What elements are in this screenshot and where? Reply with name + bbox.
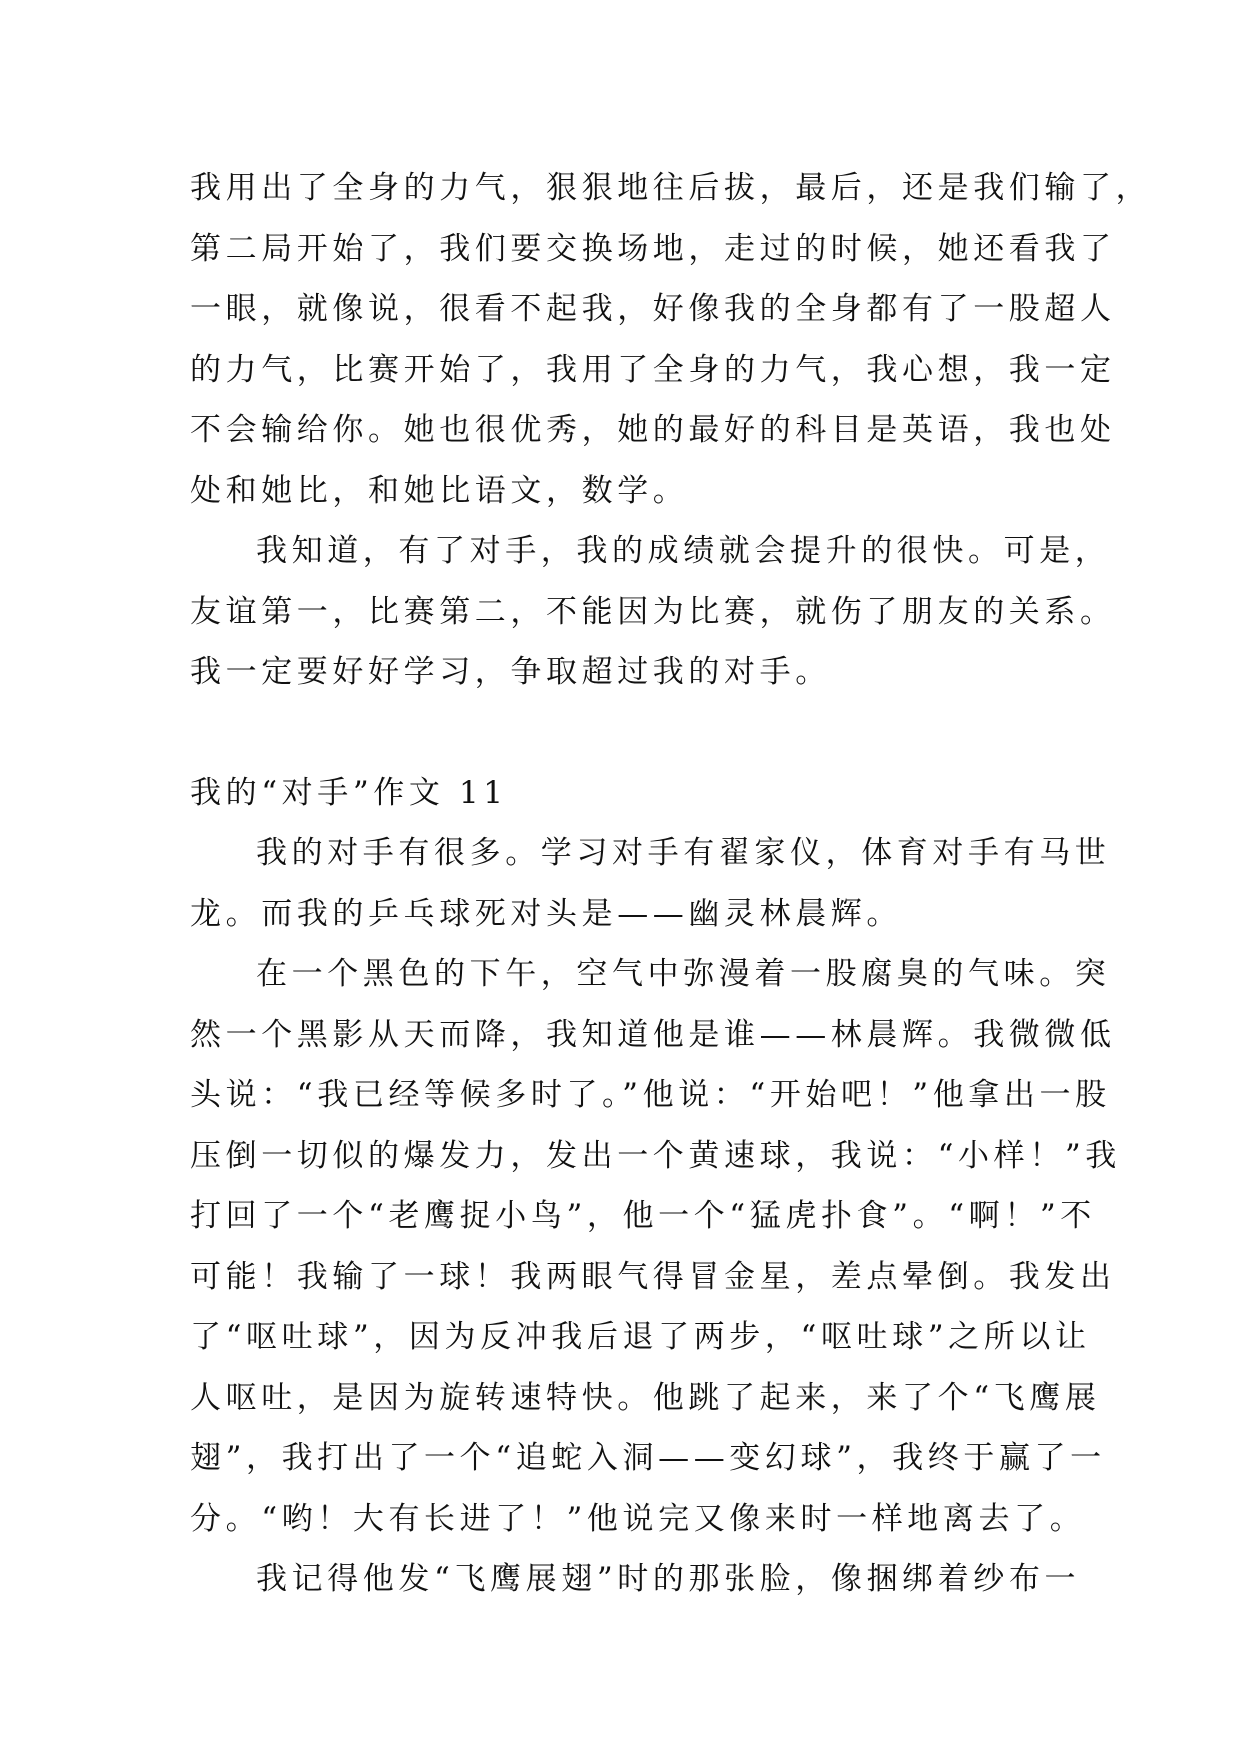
section-heading: 我的“对手”作文 11 xyxy=(190,774,508,811)
text-line: 然一个黑影从天而降，我知道他是谁——林晨辉。我微微低 xyxy=(190,1016,1116,1053)
text-line: 一眼，就像说，很看不起我，好像我的全身都有了一股超人 xyxy=(190,291,1116,327)
text-line: 我的对手有很多。学习对手有翟家仪，体育对手有马世 xyxy=(256,835,1111,871)
text-line: 打回了一个“老鹰捉小鸟”，他一个“猛虎扑食”。“啊！”不 xyxy=(190,1198,1096,1234)
text-line: 翅”，我打出了一个“追蛇入洞——变幻球”，我终于赢了一 xyxy=(190,1440,1106,1476)
text-line: 在一个黑色的下午，空气中弥漫着一股腐臭的气味。突 xyxy=(256,956,1111,992)
text-line: 不会输给你。她也很优秀，她的最好的科目是英语，我也处 xyxy=(190,412,1116,448)
text-line: 我记得他发“飞鹰展翅”时的那张脸，像捆绑着纱布一 xyxy=(256,1561,1081,1597)
paragraph-5 xyxy=(190,1549,1081,1610)
paragraph-4 xyxy=(190,944,1121,1549)
text-line: 可能！我输了一球！我两眼气得冒金星，差点晕倒。我发出 xyxy=(190,1258,1116,1295)
section-spacer xyxy=(190,703,1060,763)
text-line: 的力气，比赛开始了，我用了全身的力气，我心想，我一定 xyxy=(190,351,1116,388)
text-line: 友谊第一，比赛第二，不能因为比赛，就伤了朋友的关系。 xyxy=(190,593,1116,630)
text-line: 我用出了全身的力气，狠狠地往后拔，最后，还是我们输了， xyxy=(190,170,1152,206)
text-line: 了“呕吐球”，因为反冲我后退了两步，“呕吐球”之所以让 xyxy=(190,1319,1091,1355)
document-page xyxy=(190,158,1152,1610)
text-line: 我知道，有了对手，我的成绩就会提升的很快。可是， xyxy=(256,533,1111,569)
paragraph-2 xyxy=(190,521,1116,703)
text-line: 分。“哟！大有长进了！”他说完又像来时一样地离去了。 xyxy=(190,1500,1086,1537)
text-line: 头说：“我已经等候多时了。”他说：“开始吧！”他拿出一股 xyxy=(190,1077,1111,1113)
text-line: 我一定要好好学习，争取超过我的对手。 xyxy=(190,654,831,690)
paragraph-1 xyxy=(190,158,1152,521)
text-line: 压倒一切似的爆发力，发出一个黄速球，我说：“小样！”我 xyxy=(190,1137,1121,1174)
text-line: 处和她比，和她比语文，数学。 xyxy=(190,472,689,509)
paragraph-3 xyxy=(190,823,1111,944)
text-line: 龙。而我的乒乓球死对头是——幽灵林晨辉。 xyxy=(190,895,902,932)
text-line: 第二局开始了，我们要交换场地，走过的时候，她还看我了 xyxy=(190,230,1116,267)
text-line: 人呕吐，是因为旋转速特快。他跳了起来，来了个“飞鹰展 xyxy=(190,1379,1101,1416)
